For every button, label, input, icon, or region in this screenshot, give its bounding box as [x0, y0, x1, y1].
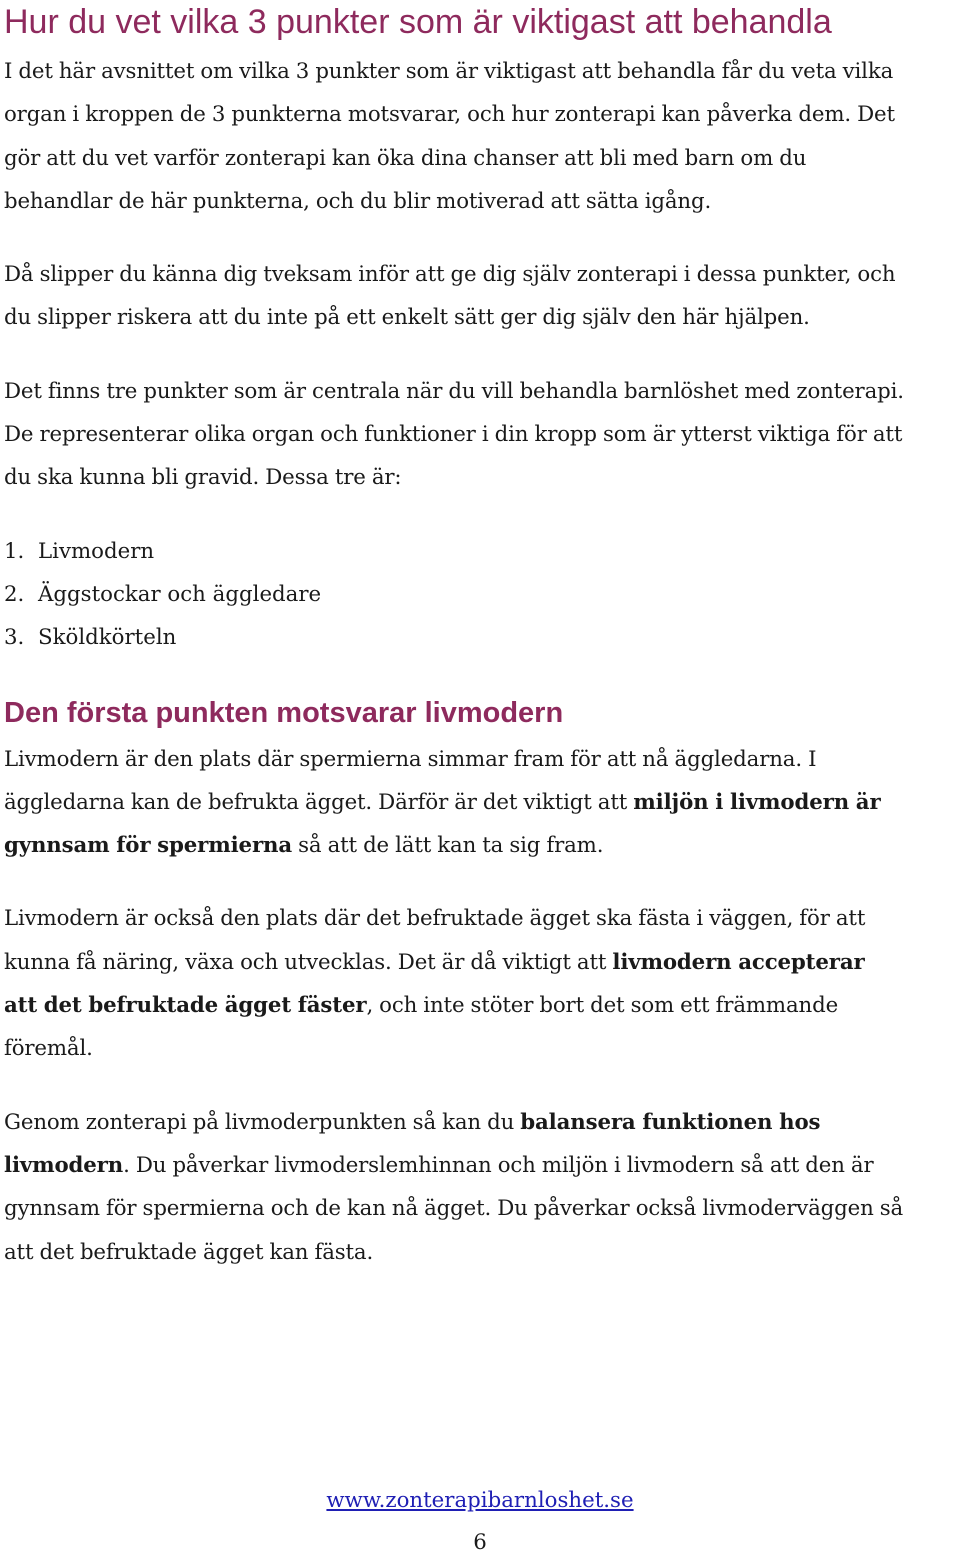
list-item — [4, 573, 956, 616]
section-paragraph-3 — [4, 1101, 956, 1274]
list-label: Sköldkörteln — [38, 625, 177, 651]
text-line: Det finns tre punkter som är centrala när du vill behandla barnlöshet med zonterapi. — [4, 378, 904, 404]
page-heading: Hur du vet vilka 3 punkter som är viktigast att behandla — [4, 3, 832, 41]
text-line: De representerar olika organ och funktioner i din kropp som är ytterst viktiga för att — [4, 422, 903, 448]
intro-paragraph-1 — [4, 50, 956, 223]
text-line — [4, 941, 956, 984]
text-run: . Du påverkar livmoderslemhinnan och miljön i livmodern så att den är — [123, 1152, 874, 1178]
text-line: gynnsam för spermierna och de kan nå ägget. Du påverkar också livmoderväggen så — [4, 1196, 904, 1222]
text-line: organ i kroppen de 3 punkterna motsvarar, och hur zonterapi kan påverka dem. Det — [4, 102, 895, 128]
text-line: Livmodern är den plats där spermierna simmar fram för att nå äggledarna. I — [4, 746, 817, 772]
emphasis-text: livmodern — [4, 1152, 124, 1178]
text-line: du slipper riskera att du inte på ett enkelt sätt ger dig själv den här hjälpen. — [4, 305, 810, 331]
intro-paragraph-3 — [4, 370, 956, 500]
document-page — [4, 0, 956, 1274]
text-run: så att de lätt kan ta sig fram. — [292, 833, 604, 859]
list-item — [4, 530, 956, 573]
page-number: 6 — [473, 1530, 487, 1555]
text-run: äggledarna kan de befrukta ägget. Därför är det viktigt att — [4, 789, 634, 815]
text-run: kunna få näring, växa och utvecklas. Det är då viktigt att — [4, 949, 613, 975]
text-line — [4, 1101, 956, 1144]
points-list — [4, 530, 956, 660]
text-line — [4, 824, 956, 867]
list-number: 2. — [4, 581, 25, 607]
text-run: Genom zonterapi på livmoderpunkten så kan du — [4, 1109, 521, 1135]
intro-paragraph-2 — [4, 253, 956, 340]
list-label: Livmodern — [38, 538, 155, 564]
emphasis-text: att det befruktade ägget fäster — [4, 993, 367, 1019]
text-run: , och inte stöter bort det som ett främmande — [366, 993, 839, 1019]
text-line: Livmodern är också den plats där det befruktade ägget ska fästa i väggen, för att — [4, 906, 866, 932]
emphasis-text: miljön i livmodern är — [633, 789, 881, 815]
text-line: föremål. — [4, 1036, 93, 1062]
text-line — [4, 781, 956, 824]
section-paragraph-2 — [4, 897, 956, 1070]
section-heading: Den första punkten motsvarar livmodern — [4, 696, 564, 729]
section-paragraph-1 — [4, 738, 956, 868]
text-line: gör att du vet varför zonterapi kan öka dina chanser att bli med barn om du — [4, 145, 807, 171]
footer-website-link[interactable]: www.zonterapibarnloshet.se — [326, 1488, 634, 1513]
emphasis-text: gynnsam för spermierna — [4, 833, 293, 859]
list-label: Äggstockar och äggledare — [38, 581, 322, 607]
text-line: Då slipper du känna dig tveksam inför att ge dig själv zonterapi i dessa punkter, och — [4, 262, 896, 288]
emphasis-text: livmodern accepterar — [612, 949, 865, 975]
text-line: att det befruktade ägget kan fästa. — [4, 1239, 374, 1265]
list-number: 1. — [4, 538, 25, 564]
text-line: I det här avsnittet om vilka 3 punkter som är viktigast att behandla får du veta vilka — [4, 59, 894, 84]
emphasis-text: balansera funktionen hos — [520, 1109, 821, 1135]
list-number: 3. — [4, 625, 25, 651]
text-line — [4, 984, 956, 1027]
text-line — [4, 1144, 956, 1187]
text-line: behandlar de här punkterna, och du blir motiverad att sätta igång. — [4, 188, 712, 214]
text-line: du ska kunna bli gravid. Dessa tre är: — [4, 465, 402, 491]
list-item — [4, 616, 956, 659]
